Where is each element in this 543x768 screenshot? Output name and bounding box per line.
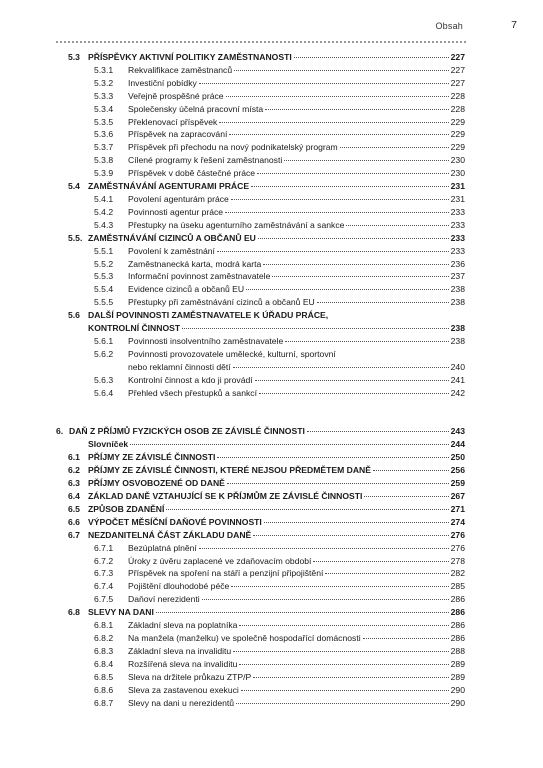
- toc-entry-title: DAŇ Z PŘÍJMŮ FYZICKÝCH OSOB ZE ZÁVISLÉ ČINNOSTI: [69, 426, 305, 437]
- toc-entry-title: Povinnosti provozovatele umělecké, kulturní, sportovní: [128, 348, 336, 359]
- toc-entry[interactable]: [68, 154, 465, 167]
- toc-entry[interactable]: [68, 632, 465, 645]
- dot-leader: [239, 625, 448, 626]
- toc-entry-page: 241: [450, 374, 465, 385]
- toc-entry-title: Veřejně prospěšné práce: [128, 90, 224, 101]
- toc-entry-title: Povolení k zaměstnání: [128, 245, 215, 256]
- dot-leader: [284, 160, 448, 161]
- toc-entry-page: 282: [450, 568, 465, 579]
- toc-entry[interactable]: [68, 232, 465, 245]
- toc-entry-page: 243: [450, 426, 465, 437]
- toc-entry[interactable]: [68, 606, 465, 619]
- toc-entry-title: Povinnosti insolventního zaměstnavatele: [128, 335, 284, 346]
- dot-leader: [239, 664, 448, 665]
- toc-entry[interactable]: [68, 658, 465, 671]
- toc-entry[interactable]: [68, 477, 465, 490]
- toc-entry-number: 5.3.2: [94, 77, 114, 88]
- toc-entry[interactable]: [68, 103, 465, 116]
- toc-entry[interactable]: [68, 116, 465, 129]
- toc-entry-page: 228: [450, 103, 465, 114]
- toc-entry-page: 240: [450, 361, 465, 372]
- toc-entry-title: Daňoví nerezidenti: [128, 594, 200, 605]
- toc-entry[interactable]: [68, 542, 465, 555]
- toc-entry[interactable]: [68, 567, 465, 580]
- toc-entry[interactable]: [68, 335, 465, 348]
- toc-entry-number: 6.7: [68, 529, 80, 540]
- toc-entry-number: 6.: [56, 426, 64, 437]
- toc-entry-title: Přestupky na úseku agenturního zaměstnávání a sankce: [128, 219, 345, 230]
- toc-entry[interactable]: [56, 425, 465, 438]
- dot-leader: [202, 599, 449, 600]
- toc-entry-page: 231: [450, 193, 465, 204]
- toc-entry-page: 236: [450, 258, 465, 269]
- toc-entry-title: Základní sleva na invaliditu: [128, 645, 232, 656]
- toc-entry[interactable]: [68, 348, 465, 374]
- toc-entry-number: 5.5.1: [94, 245, 114, 256]
- toc-entry-title: Rozšířená sleva na invaliditu: [128, 658, 238, 669]
- dot-leader: [219, 122, 448, 123]
- toc-entry-page: 286: [450, 620, 465, 631]
- toc-entry-title: Sleva za zastavenou exekuci: [128, 684, 239, 695]
- toc-entry[interactable]: [68, 258, 465, 271]
- toc-entry-number: 5.3.9: [94, 168, 114, 179]
- dot-leader: [233, 651, 448, 652]
- toc-entry-title: Příspěvek na spoření na stáří a penzijní připojištění: [128, 568, 324, 579]
- toc-entry-title: Pojištění dlouhodobé péče: [128, 581, 230, 592]
- toc-entry-page: 259: [450, 478, 465, 489]
- toc-entry-page: 230: [450, 155, 465, 166]
- dot-leader: [251, 186, 449, 187]
- toc-entry[interactable]: [68, 51, 465, 64]
- toc-entry[interactable]: [68, 296, 465, 309]
- toc-entry-page: 238: [450, 284, 465, 295]
- toc-entry[interactable]: [68, 464, 465, 477]
- toc-entry[interactable]: [68, 309, 465, 335]
- toc-entry-page: 227: [450, 77, 465, 88]
- toc-entry-number: 5.5.3: [94, 271, 114, 282]
- toc-entry-title: ZÁKLAD DANĚ VZTAHUJÍCÍ SE K PŘÍJMŮM ZE ZÁVISLÉ ČINNOSTI: [88, 491, 363, 501]
- toc-entry[interactable]: [68, 90, 465, 103]
- dot-leader: [294, 57, 449, 58]
- toc-entry-number: 5.4.1: [94, 193, 114, 204]
- toc-entry-title: PŘÍJMY ZE ZÁVISLÉ ČINNOSTI, KTERÉ NEJSOU PŘEDMĚTEM DANĚ: [88, 465, 371, 476]
- toc-entry-page: 227: [450, 64, 465, 75]
- dot-leader: [259, 393, 449, 394]
- toc-entry-number: 6.8.2: [94, 632, 114, 643]
- dot-leader: [272, 276, 448, 277]
- toc-entry-number: 6.7.3: [94, 568, 114, 579]
- toc-entry-page: 288: [450, 645, 465, 656]
- toc-entry[interactable]: [68, 619, 465, 632]
- toc-entry-page: 276: [450, 542, 465, 553]
- dot-leader: [246, 289, 449, 290]
- toc-entry-page: 230: [450, 168, 465, 179]
- toc-entry-title: PŘÍJMY OSVOBOZENÉ OD DANĚ: [88, 478, 225, 489]
- toc-entry-number: 6.3: [68, 478, 80, 489]
- toc-entry[interactable]: [68, 245, 465, 258]
- dot-leader: [233, 367, 449, 368]
- toc-entry-number: 5.4: [68, 181, 80, 192]
- toc-entry-title: NEZDANITELNÁ ČÁST ZÁKLADU DANĚ: [88, 529, 252, 540]
- toc-entry-title: PŘÍSPĚVKY AKTIVNÍ POLITIKY ZAMĚSTNANOSTI: [88, 52, 292, 62]
- dot-leader: [263, 264, 448, 265]
- toc-entry-page: 233: [450, 219, 465, 230]
- toc-entry[interactable]: [68, 438, 465, 451]
- toc-entry-number: 5.6.1: [94, 335, 114, 346]
- toc-entry-title-continued: KONTROLNÍ ČINNOST: [88, 323, 181, 334]
- toc-entry-page: 289: [450, 671, 465, 682]
- toc-entry[interactable]: [68, 671, 465, 684]
- toc-entry-title: ZAMĚSTNÁVÁNÍ AGENTURAMI PRÁCE: [88, 181, 250, 192]
- toc-entry-page: 278: [450, 555, 465, 566]
- dot-leader: [229, 134, 448, 135]
- toc-entry[interactable]: [68, 593, 465, 606]
- toc-entry-title: DALŠÍ POVINNOSTI ZAMĚSTNAVATELE K ÚŘADU PRÁCE,: [88, 310, 329, 321]
- dot-leader: [364, 496, 448, 497]
- toc-entry-number: 5.4.2: [94, 206, 114, 217]
- dot-leader: [307, 431, 449, 432]
- dot-leader: [225, 212, 449, 213]
- dot-leader: [325, 573, 448, 574]
- toc-entry-page: 290: [450, 684, 465, 695]
- toc-entry-number: 5.3.6: [94, 129, 114, 140]
- dot-leader: [227, 483, 449, 484]
- table-of-contents: [56, 51, 465, 709]
- toc-entry-page: 233: [450, 206, 465, 217]
- toc-entry-page: 244: [450, 439, 465, 450]
- toc-entry[interactable]: [68, 529, 465, 542]
- toc-entry-title: Příspěvek v době částečné práce: [128, 168, 256, 179]
- toc-entry[interactable]: [68, 283, 465, 296]
- toc-entry-number: 5.6.4: [94, 387, 114, 398]
- toc-entry[interactable]: [68, 77, 465, 90]
- dot-leader: [166, 509, 448, 510]
- toc-entry-title: PŘÍJMY ZE ZÁVISLÉ ČINNOSTI: [88, 452, 216, 463]
- toc-entry[interactable]: [68, 141, 465, 154]
- dot-leader: [199, 548, 449, 549]
- toc-entry-title: Informační povinnost zaměstnavatele: [128, 271, 271, 282]
- toc-entry[interactable]: [68, 270, 465, 283]
- toc-entry-number: 6.8.4: [94, 658, 114, 669]
- toc-entry-number: 5.3.4: [94, 103, 114, 114]
- toc-entry[interactable]: [68, 503, 465, 516]
- toc-entry-number: 5.3.5: [94, 116, 114, 127]
- toc-entry-title: Slovníček: [88, 439, 129, 450]
- dot-leader: [156, 612, 449, 613]
- toc-entry[interactable]: [68, 451, 465, 464]
- header-label: Obsah: [435, 21, 463, 31]
- toc-entry-number: 5.4.3: [94, 219, 114, 230]
- toc-entry-page: 229: [450, 129, 465, 140]
- toc-entry-page: 289: [450, 658, 465, 669]
- dot-leader: [217, 251, 449, 252]
- toc-entry-number: 6.5: [68, 503, 80, 514]
- dot-leader: [130, 444, 449, 445]
- toc-entry-page: 286: [450, 607, 465, 618]
- toc-entry-title: Základní sleva na poplatníka: [128, 620, 238, 631]
- toc-entry-title: Bezúplatná plnění: [128, 542, 197, 553]
- dot-leader: [313, 561, 448, 562]
- toc-entry[interactable]: [68, 219, 465, 232]
- toc-entry[interactable]: [68, 697, 465, 710]
- toc-entry-page: 267: [450, 491, 465, 501]
- dot-leader: [234, 70, 449, 71]
- toc-entry-page: 256: [450, 465, 465, 476]
- toc-entry-number: 6.8.7: [94, 697, 114, 708]
- toc-entry-page: 285: [450, 581, 465, 592]
- dot-leader: [373, 470, 449, 471]
- toc-entry-number: 5.5.4: [94, 284, 114, 295]
- toc-entry-number: 6.2: [68, 465, 80, 476]
- toc-entry[interactable]: [68, 206, 465, 219]
- header-dotted-rule: [56, 41, 466, 43]
- toc-entry-page: 227: [450, 52, 465, 62]
- toc-entry-number: 5.6: [68, 310, 80, 321]
- toc-entry[interactable]: [68, 490, 465, 503]
- dot-leader: [236, 703, 449, 704]
- toc-entry[interactable]: [68, 645, 465, 658]
- toc-entry-page: 237: [450, 271, 465, 282]
- toc-entry-page: 271: [450, 503, 465, 514]
- toc-entry[interactable]: [68, 193, 465, 206]
- toc-entry-title: VÝPOČET MĚSÍČNÍ DAŇOVÉ POVINNOSTI: [88, 516, 262, 527]
- dot-leader: [182, 328, 449, 329]
- toc-entry-title: Kontrolní činnost a kdo ji provádí: [128, 374, 253, 385]
- toc-entry-number: 6.7.1: [94, 542, 114, 553]
- toc-entry-page: 290: [450, 697, 465, 708]
- toc-entry-page: 250: [450, 452, 465, 463]
- toc-entry[interactable]: [68, 387, 465, 400]
- toc-entry-number: 6.8: [68, 607, 80, 618]
- toc-entry-title: Příspěvek na zapracování: [128, 129, 228, 140]
- dot-leader: [265, 109, 448, 110]
- toc-entry-title: ZAMĚSTNÁVÁNÍ CIZINCŮ A OBČANŮ EU: [88, 232, 256, 243]
- toc-entry-title: Povinnosti agentur práce: [128, 206, 224, 217]
- dot-leader: [253, 535, 448, 536]
- toc-entry[interactable]: [68, 167, 465, 180]
- toc-entry-number: 6.8.3: [94, 645, 114, 656]
- toc-entry-title-continued: nebo reklamní činnosti dětí: [128, 361, 231, 372]
- toc-entry-title: Úroky z úvěru zaplacené ve zdaňovacím období: [128, 555, 312, 566]
- toc-entry-title: SLEVY NA DANI: [88, 607, 154, 618]
- toc-entry-page: 286: [450, 594, 465, 605]
- toc-entry[interactable]: [68, 555, 465, 568]
- toc-entry-page: 286: [450, 632, 465, 643]
- toc-entry[interactable]: [68, 516, 465, 529]
- dot-leader: [340, 147, 449, 148]
- dot-leader: [253, 677, 448, 678]
- dot-leader: [231, 199, 449, 200]
- toc-entry-number: 5.3.7: [94, 142, 114, 153]
- toc-entry-page: 276: [450, 529, 465, 540]
- toc-entry-number: 6.7.5: [94, 594, 114, 605]
- toc-entry-page: 238: [450, 323, 465, 334]
- toc-entry-number: 5.5.5: [94, 297, 114, 308]
- toc-entry[interactable]: [68, 684, 465, 697]
- toc-entry-page: 229: [450, 142, 465, 153]
- dot-leader: [264, 522, 449, 523]
- dot-leader: [257, 173, 449, 174]
- toc-entry-title: Rekvalifikace zaměstnanců: [128, 64, 233, 75]
- dot-leader: [285, 341, 448, 342]
- page-number: 7: [511, 19, 517, 31]
- toc-entry-number: 6.4: [68, 491, 80, 501]
- toc-entry-title: Zaměstnanecká karta, modrá karta: [128, 258, 262, 269]
- toc-entry[interactable]: [68, 580, 465, 593]
- toc-entry-page: 242: [450, 387, 465, 398]
- toc-entry-title: Evidence cizinců a občanů EU: [128, 284, 245, 295]
- toc-entry-title: Na manžela (manželku) ve společně hospodařící domácnosti: [128, 632, 361, 643]
- toc-entry-title: Povolení agenturám práce: [128, 193, 229, 204]
- toc-entry-title: Přehled všech přestupků a sankcí: [128, 387, 257, 398]
- toc-entry-number: 6.6: [68, 516, 80, 527]
- toc-entry-title: Společensky účelná pracovní místa: [128, 103, 264, 114]
- dot-leader: [217, 457, 448, 458]
- toc-entry-number: 5.5.: [68, 232, 83, 243]
- dot-leader: [226, 96, 449, 97]
- toc-entry-number: 5.3.3: [94, 90, 114, 101]
- toc-entry-title: Investiční pobídky: [128, 77, 197, 88]
- toc-entry-title: Příspěvek při přechodu na nový podnikatelský program: [128, 142, 338, 153]
- toc-entry[interactable]: [68, 180, 465, 193]
- toc-entry-page: 231: [450, 181, 465, 192]
- dot-leader: [258, 238, 449, 239]
- dot-leader: [241, 690, 449, 691]
- toc-entry-page: 238: [450, 335, 465, 346]
- toc-entry-page: 238: [450, 297, 465, 308]
- toc-entry[interactable]: [68, 64, 465, 77]
- dot-leader: [231, 586, 448, 587]
- dot-leader: [199, 83, 449, 84]
- toc-entry[interactable]: [68, 374, 465, 387]
- toc-entry-title: Přestupky při zaměstnávání cizinců a občanů EU: [128, 297, 315, 308]
- toc-entry-number: 6.8.6: [94, 684, 114, 695]
- toc-entry-number: 5.3.1: [94, 64, 114, 75]
- toc-entry-number: 5.5.2: [94, 258, 114, 269]
- toc-entry-page: 229: [450, 116, 465, 127]
- dot-leader: [346, 225, 448, 226]
- dot-leader: [317, 302, 449, 303]
- toc-entry-number: 6.7.4: [94, 581, 114, 592]
- toc-entry-title: Překlenovací příspěvek: [128, 116, 218, 127]
- dot-leader: [255, 380, 449, 381]
- toc-entry[interactable]: [68, 128, 465, 141]
- toc-entry-number: 6.7.2: [94, 555, 114, 566]
- toc-entry-number: 5.3.8: [94, 155, 114, 166]
- toc-entry-number: 5.3: [68, 52, 80, 62]
- toc-entry-page: 274: [450, 516, 465, 527]
- toc-entry-number: 5.6.3: [94, 374, 114, 385]
- toc-entry-title: Slevy na dani u nerezidentů: [128, 697, 235, 708]
- toc-entry-page: 233: [450, 232, 465, 243]
- toc-entry-page: 233: [450, 245, 465, 256]
- toc-entry-number: 5.6.2: [94, 348, 114, 359]
- toc-entry-number: 6.8.1: [94, 620, 114, 631]
- toc-entry-number: 6.1: [68, 452, 80, 463]
- dot-leader: [363, 638, 449, 639]
- toc-entry-title: Sleva na držitele průkazu ZTP/P: [128, 671, 252, 682]
- toc-entry-number: 6.8.5: [94, 671, 114, 682]
- toc-entry-page: 228: [450, 90, 465, 101]
- toc-entry-title: ZPŮSOB ZDANĚNÍ: [88, 503, 165, 514]
- toc-entry-title: Cílené programy k řešení zaměstnanosti: [128, 155, 283, 166]
